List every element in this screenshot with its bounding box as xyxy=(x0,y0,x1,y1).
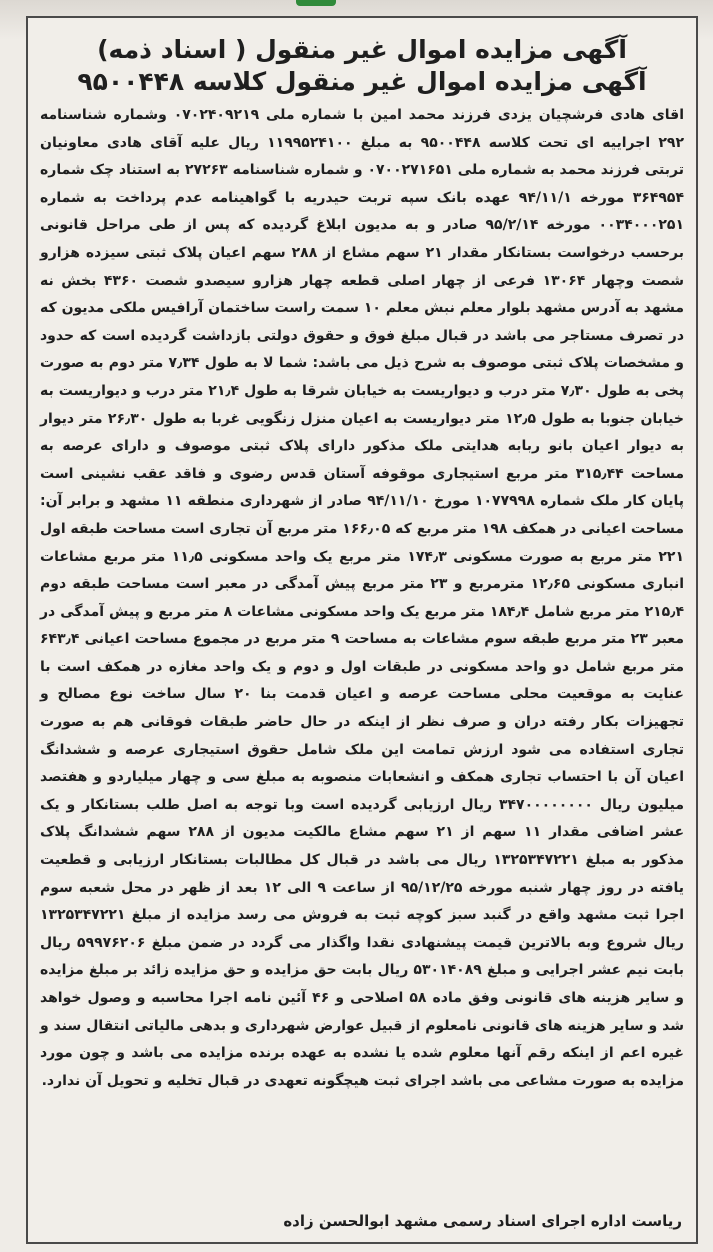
green-ink-mark xyxy=(296,0,336,6)
notice-signature: ریاست اداره اجرای اسناد رسمی مشهد ابوالحسن زاده xyxy=(283,1212,682,1230)
notice-title: آگهی مزایده اموال غیر منقول ( اسناد ذمه) xyxy=(97,35,627,64)
notice-body: اقای هادی فرشچیان یزدی فرزند محمد امین با شماره ملی ۰۷۰۲۴۰۹۲۱۹ وشماره شناسنامه ۲۹۲ اجراییه ای تحت کلاسه ۹۵۰۰۴۴۸ به مبلغ ۱۱۹۹۵۲۴۱۰۰ ریال علیه آقای هادی معاونیان تربتی فرزند محمد به شماره ملی ۰۷۰۰۲۷۱۶۵۱ و شماره شناسنامه ۲۷۲۶۳ به استناد چک شماره ۳۶۴۹۵۴ مورخه ۹۴/۱۱/۱ عهده بانک سپه تربت حیدریه با گواهینامه عدم پرداخت به شماره ۰۰۳۴۰۰۰۲۵۱ مورخه ۹۵/۲/۱۴ صادر و به مدیون ابلاغ گردیده که پس از طی مراحل قانونی برحسب درخواست بستانکار مقدار ۲۱ سهم مشاع از ۲۸۸ سهم اعیان پلاک ثبتی سیزده هزارو شصت وچهار ۱۳۰۶۴ فرعی از چهار اصلی قطعه چهار هزارو سیصدو شصت ۴۳۶۰ بخش نه مشهد به آدرس مشهد بلوار معلم نبش معلم ۱۰ سمت راست ساختمان آرافیس ملکی مدیون که در تصرف مستاجر می باشد در قبال مبلغ فوق و حقوق دولتی بازداشت گردیده است که حدود و مشخصات پلاک ثبتی موصوف به شرح ذیل می باشد: شما لا به طول ۷٫۳۴ متر دوم به صورت پخی به طول ۷٫۳۰ متر درب و دیواریست به خیابان شرقا به طول ۲۱٫۴ متر درب و دیواریست به خیابان جنوبا به طول ۱۲٫۵ متر دیواریست به اعیان منزل زنگویی غربا به طول ۲۶٫۳۰ متر دیوار به دیوار اعیان بانو ربابه هدایتی ملک مذکور دارای پلاک ثبتی موصوف و دارای عرصه به مساحت ۳۱۵٫۴۴ متر مربع استیجاری موقوفه آستان قدس رضوی و فاقد عقب نشینی است پایان کار ملک شماره ۱۰۷۷۹۹۸ مورخ ۹۴/۱۱/۱۰ صادر از شهرداری منطقه ۱۱ مشهد و برابر آن: مساحت اعیانی در همکف ۱۹۸ متر مربع که ۱۶۶٫۰۵ متر مربع آن تجاری است مساحت طبقه اول ۲۲۱ متر مربع به صورت مسکونی ۱۷۴٫۳ متر مربع یک واحد مسکونی ۱۱٫۵ متر مربع مشاعات انباری مسکونی ۱۲٫۶۵ مترمربع و ۲۳ متر مربع پیش آمدگی در معبر است مساحت طبقه دوم ۲۱۵٫۴ متر مربع شامل ۱۸۴٫۴ متر مربع یک واحد مسکونی مشاعات ۸ متر مربع و پیش آمدگی در معبر ۲۳ متر مربع طبقه سوم مشاعات به مساحت ۹ متر مربع در مجموع مساحت اعیانی ۶۴۳٫۴ متر مربع شامل دو واحد مسکونی در طبقات اول و دوم و یک واحد مغازه در همکف است با عنایت به موقعیت محلی مساحت عرصه و اعیان قدمت بنا ۲۰ سال ساخت نوع مصالح و تجهیزات بکار رفته دران و صرف نظر از اینکه در حال حاضر طبقات فوقانی هم به صورت تجاری استفاده می شود ارزش تمامت این ملک شامل حقوق استیجاری عرصه و ششدانگ اعیان آن با احتساب تجاری همکف و انشعابات منصوبه به مبلغ سی و چهار میلیاردو و هفتصد میلیون ریال ۳۴۷۰۰۰۰۰۰۰۰ ریال ارزیابی گردیده است وبا توجه به اصل طلب بستانکار و یک عشر اضافی مقدار ۱۱ سهم از ۲۱ سهم مشاع مالکیت مدیون از ۲۸۸ سهم ششدانگ پلاک مذکور به مبلغ ۱۳۲۵۳۴۷۲۲۱ ریال می باشد در قبال کل مطالبات بستانکار ارزیابی و قطعیت یافته در روز چهار شنبه مورخه ۹۵/۱۲/۲۵ از ساعت ۹ الی ۱۲ بعد از ظهر در محل شعبه سوم اجرا ثبت مشهد واقع در گنبد سبز کوچه ثبت به فروش می رسد مزایده از مبلغ ۱۳۲۵۳۴۷۲۲۱ ریال شروع وبه بالاترین قیمت پیشنهادی نقدا واگذار می گردد در ضمن مبلغ ۵۹۹۷۶۲۰۶ ریال بابت نیم عشر اجرایی و مبلغ ۵۳۰۱۴۰۸۹ ریال بابت حق مزایده و حق مزایده زائد بر مبلغ مزایده و سایر هزینه های قانونی وفق ماده ۵۸ اصلاحی و ۴۶ آئین نامه اجرا محاسبه و وصول خواهد شد و سایر هزینه های قانونی نامعلوم از قبیل عوارض شهرداری و بدهی مالیاتی انتقال سند و غیره اعم از اینکه رقم آنها معلوم شده یا نشده به عهده برنده مزایده می باشد و چون مورد مزایده به صورت مشاعی می باشد اجرای ثبت هیچگونه تعهدی در قبال تخلیه و تحویل آن ندارد. xyxy=(40,107,685,1089)
auction-notice-box xyxy=(26,16,698,1244)
notice-subtitle: آگهی مزایده اموال غیر منقول کلاسه ۹۵۰۰۴۴۸ xyxy=(77,67,647,96)
